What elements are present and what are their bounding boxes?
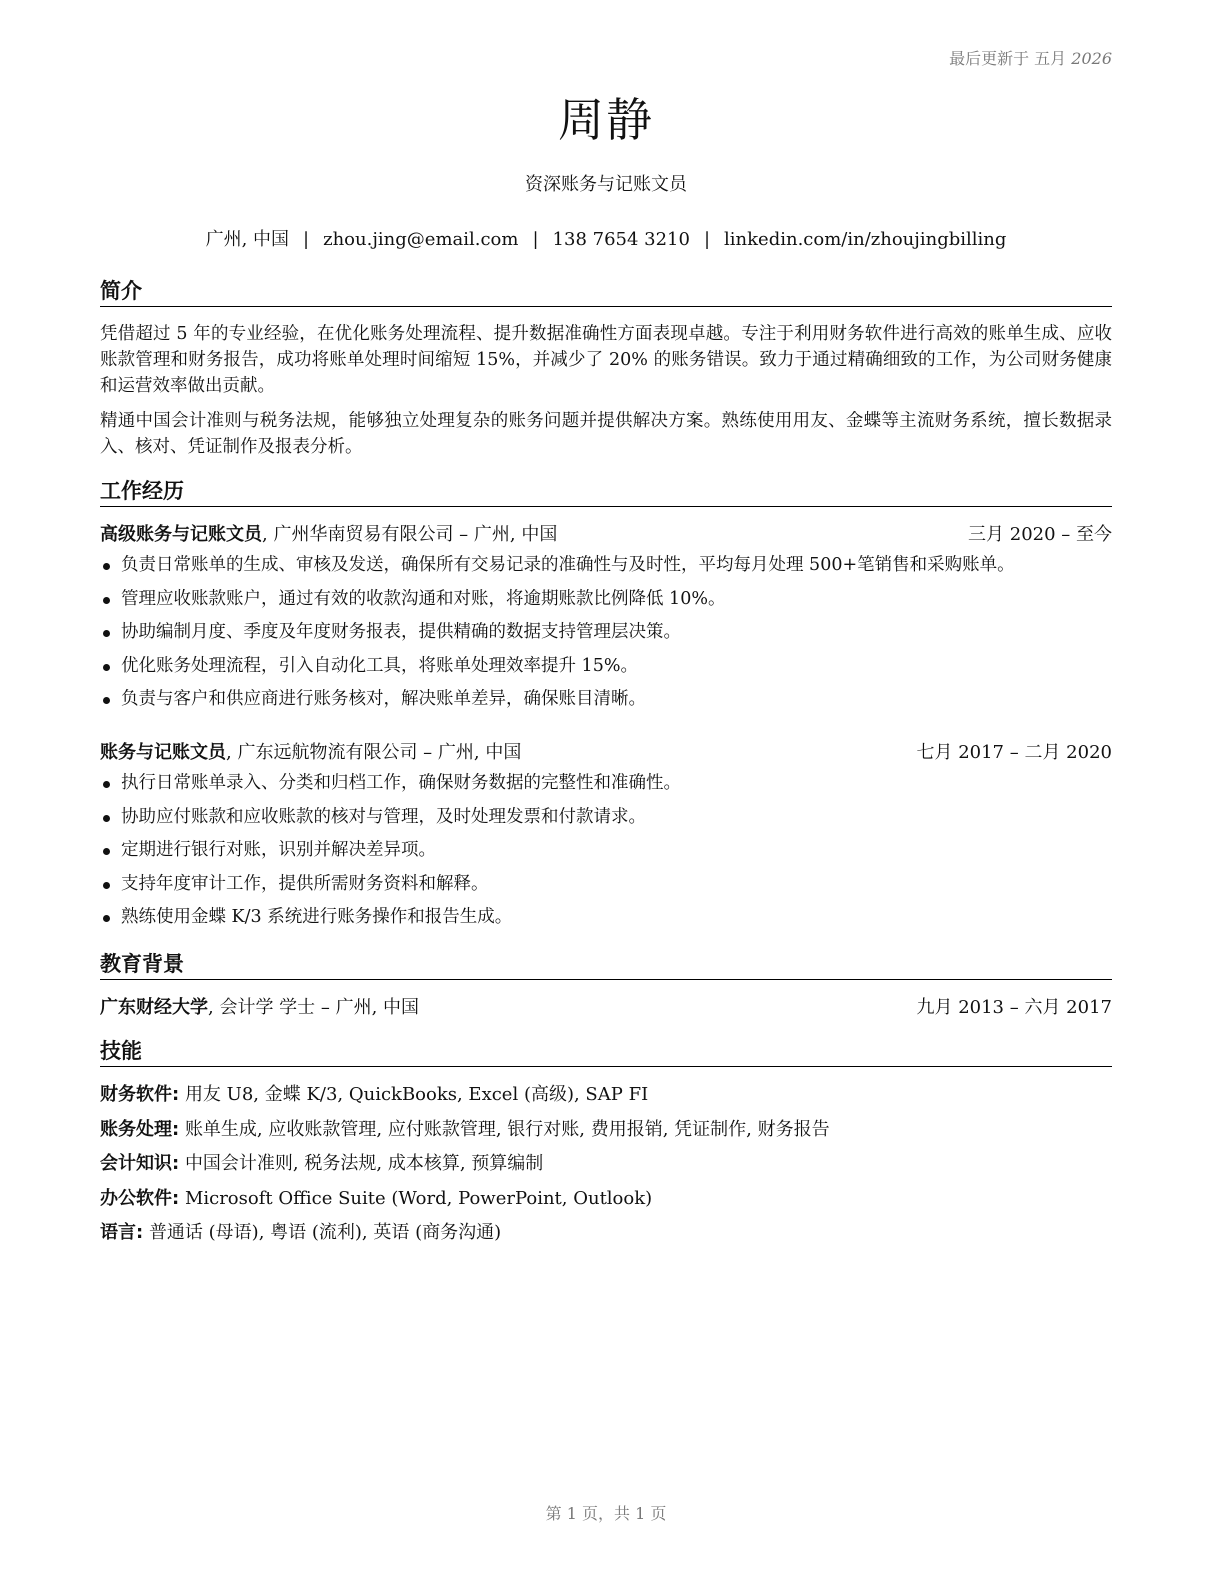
job-dates: 三月 2020 – 至今 <box>968 524 1112 545</box>
last-updated-month: 五月 <box>1034 49 1067 68</box>
list-item: 管理应收账款账户，通过有效的收款沟通和对账，将逾期账款比例降低 10%。 <box>100 583 1112 617</box>
education-entry <box>100 995 1112 1021</box>
experience-heading: 工作经历 <box>100 477 1112 507</box>
contact-phone[interactable]: 138 7654 3210 <box>552 229 690 250</box>
skill-row <box>100 1147 1112 1182</box>
skill-row <box>100 1216 1112 1251</box>
list-item: 优化账务处理流程，引入自动化工具，将账单处理效率提升 15%。 <box>100 650 1112 684</box>
contact-email[interactable]: zhou.jing@email.com <box>323 229 519 250</box>
skills-list <box>100 1078 1112 1251</box>
skill-label: 办公软件: <box>100 1187 180 1209</box>
last-updated-prefix: 最后更新于 <box>949 49 1030 68</box>
contact-location: 广州, 中国 <box>205 229 290 250</box>
skill-row <box>100 1182 1112 1217</box>
skill-value: 普通话 (母语), 粤语 (流利), 英语 (商务沟通) <box>148 1222 502 1243</box>
skill-label: 语言: <box>100 1222 144 1243</box>
job-header <box>100 522 1112 548</box>
education-heading: 教育背景 <box>100 950 1112 980</box>
list-item: 支持年度审计工作，提供所需财务资料和解释。 <box>100 868 1112 902</box>
last-updated <box>949 46 1112 69</box>
job-role: 高级账务与记账文员 <box>100 524 262 545</box>
summary-paragraph-1: 凭借超过 5 年的专业经验，在优化账务处理流程、提升数据准确性方面表现卓越。专注于利用财务软件进行高效的账单生成、应收账款管理和财务报告，成功将账单处理时间缩短 15%，并减少了 20% 的账务错误。致力于通过精确细致的工作，为公司财务健康和运营效率做出贡献。 <box>100 324 1112 396</box>
skill-label: 财务软件: <box>100 1084 180 1105</box>
contact-separator: | <box>532 229 539 250</box>
contact-line <box>100 225 1112 251</box>
page-number: 第 1 页，共 1 页 <box>545 1504 667 1523</box>
list-item: 执行日常账单录入、分类和归档工作，确保财务数据的完整性和准确性。 <box>100 767 1112 801</box>
job-org: , 广东远航物流有限公司 – 广州, 中国 <box>226 742 522 763</box>
skill-value: 用友 U8, 金蝶 K/3, QuickBooks, Excel (高级), SAP FI <box>184 1084 649 1105</box>
list-item: 定期进行银行对账，识别并解决差异项。 <box>100 834 1112 868</box>
skill-value: 中国会计准则, 税务法规, 成本核算, 预算编制 <box>184 1153 544 1174</box>
list-item: 负责与客户和供应商进行账务核对，解决账单差异，确保账目清晰。 <box>100 683 1112 717</box>
summary-paragraph-2: 精通中国会计准则与税务法规，能够独立处理复杂的账务问题并提供解决方案。熟练使用用友、金蝶等主流财务系统，擅长数据录入、核对、凭证制作及报表分析。 <box>100 411 1112 457</box>
contact-separator: | <box>303 229 310 250</box>
list-item: 协助应付账款和应收账款的核对与管理，及时处理发票和付款请求。 <box>100 801 1112 835</box>
skill-value: Microsoft Office Suite (Word, PowerPoint, Outlook) <box>184 1187 653 1209</box>
job-header <box>100 740 1112 766</box>
list-item: 熟练使用金蝶 K/3 系统进行账务操作和报告生成。 <box>100 901 1112 935</box>
education-dates: 九月 2013 – 六月 2017 <box>916 997 1112 1018</box>
last-updated-year: 2026 <box>1071 49 1112 68</box>
skills-heading: 技能 <box>100 1037 1112 1067</box>
job-bullets <box>100 767 1112 935</box>
contact-linkedin[interactable]: linkedin.com/in/zhoujingbilling <box>724 229 1007 250</box>
skill-row <box>100 1078 1112 1113</box>
job-role: 账务与记账文员 <box>100 742 226 763</box>
job-bullets <box>100 549 1112 717</box>
job-dates: 七月 2017 – 二月 2020 <box>916 742 1112 763</box>
education-school: 广东财经大学 <box>100 997 208 1018</box>
education-detail: , 会计学 学士 – 广州, 中国 <box>208 997 420 1018</box>
skill-row <box>100 1113 1112 1148</box>
summary-heading: 简介 <box>100 277 1112 307</box>
skill-label: 会计知识: <box>100 1153 180 1174</box>
contact-separator: | <box>703 229 711 250</box>
skill-value: 账单生成, 应收账款管理, 应付账款管理, 银行对账, 费用报销, 凭证制作, 财务报告 <box>184 1118 830 1140</box>
list-item: 负责日常账单的生成、审核及发送，确保所有交易记录的准确性与及时性，平均每月处理 500+笔销售和采购账单。 <box>100 549 1112 583</box>
candidate-title: 资深账务与记账文员 <box>525 174 687 195</box>
skill-label: 账务处理: <box>100 1118 180 1140</box>
resume-page <box>100 0 1112 1584</box>
candidate-name: 周静 <box>558 93 654 147</box>
list-item: 协助编制月度、季度及年度财务报表，提供精确的数据支持管理层决策。 <box>100 616 1112 650</box>
job-org: , 广州华南贸易有限公司 – 广州, 中国 <box>262 524 558 545</box>
